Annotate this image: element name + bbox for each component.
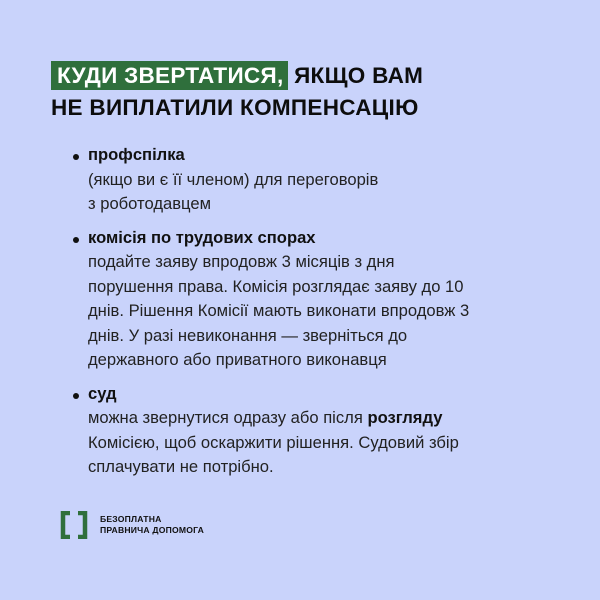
list-item-title: комісія по трудових спорах: [88, 227, 316, 247]
page-title-highlight: КУДИ ЗВЕРТАТИСЯ,: [51, 61, 288, 90]
list-item-text-bold: розгляду: [367, 408, 443, 427]
footer-brand: [60, 510, 204, 540]
brand-name-line2: ПРАВНИЧА ДОПОМОГА: [100, 525, 205, 535]
list-item-title: профспілка: [88, 145, 185, 164]
brackets-logo-icon: [60, 511, 88, 539]
list-item-text-line: сплачувати не потрібно.: [88, 457, 274, 476]
list-item-text-line: Комісією, щоб оскаржити рішення. Судовий збір: [88, 432, 459, 452]
list-item-text-line: порушення права. Комісія розглядає заяву до 10: [88, 276, 464, 296]
list-item-text-line: державного або приватного виконавця: [88, 350, 387, 369]
list-item-labor-commission: [71, 226, 551, 373]
list-item-text-line: днів. Рішення Комісії мають виконати впродовж 3: [88, 301, 470, 320]
list-item-text-line: днів. У разі невиконання — зверніться до: [88, 325, 408, 345]
page-title-line2: НЕ ВИПЛАТИЛИ КОМПЕНСАЦІЮ: [51, 95, 419, 120]
list-item-text-line: (якщо ви є її членом) для переговорів: [88, 169, 379, 189]
list-item-text-start: можна звернутися одразу або після: [88, 408, 368, 427]
bullet-icon: [73, 393, 79, 399]
bullet-icon: [73, 154, 79, 160]
page-title: [51, 60, 571, 124]
list-item-text-line: [88, 406, 551, 431]
brand-name-line1: БЕЗОПЛАТНА: [100, 514, 162, 524]
list-item-union: [71, 143, 551, 217]
contacts-list: [71, 143, 551, 480]
bullet-icon: [73, 237, 79, 243]
list-item-title: суд: [88, 383, 117, 403]
list-item-text-line: подайте заяву впродовж 3 місяців з дня: [88, 252, 395, 271]
list-item-court: [71, 382, 551, 480]
page-title-line1-rest: ЯКЩО ВАМ: [294, 63, 424, 88]
list-item-text-line: з роботодавцем: [88, 194, 212, 213]
brand-name: [100, 514, 204, 536]
